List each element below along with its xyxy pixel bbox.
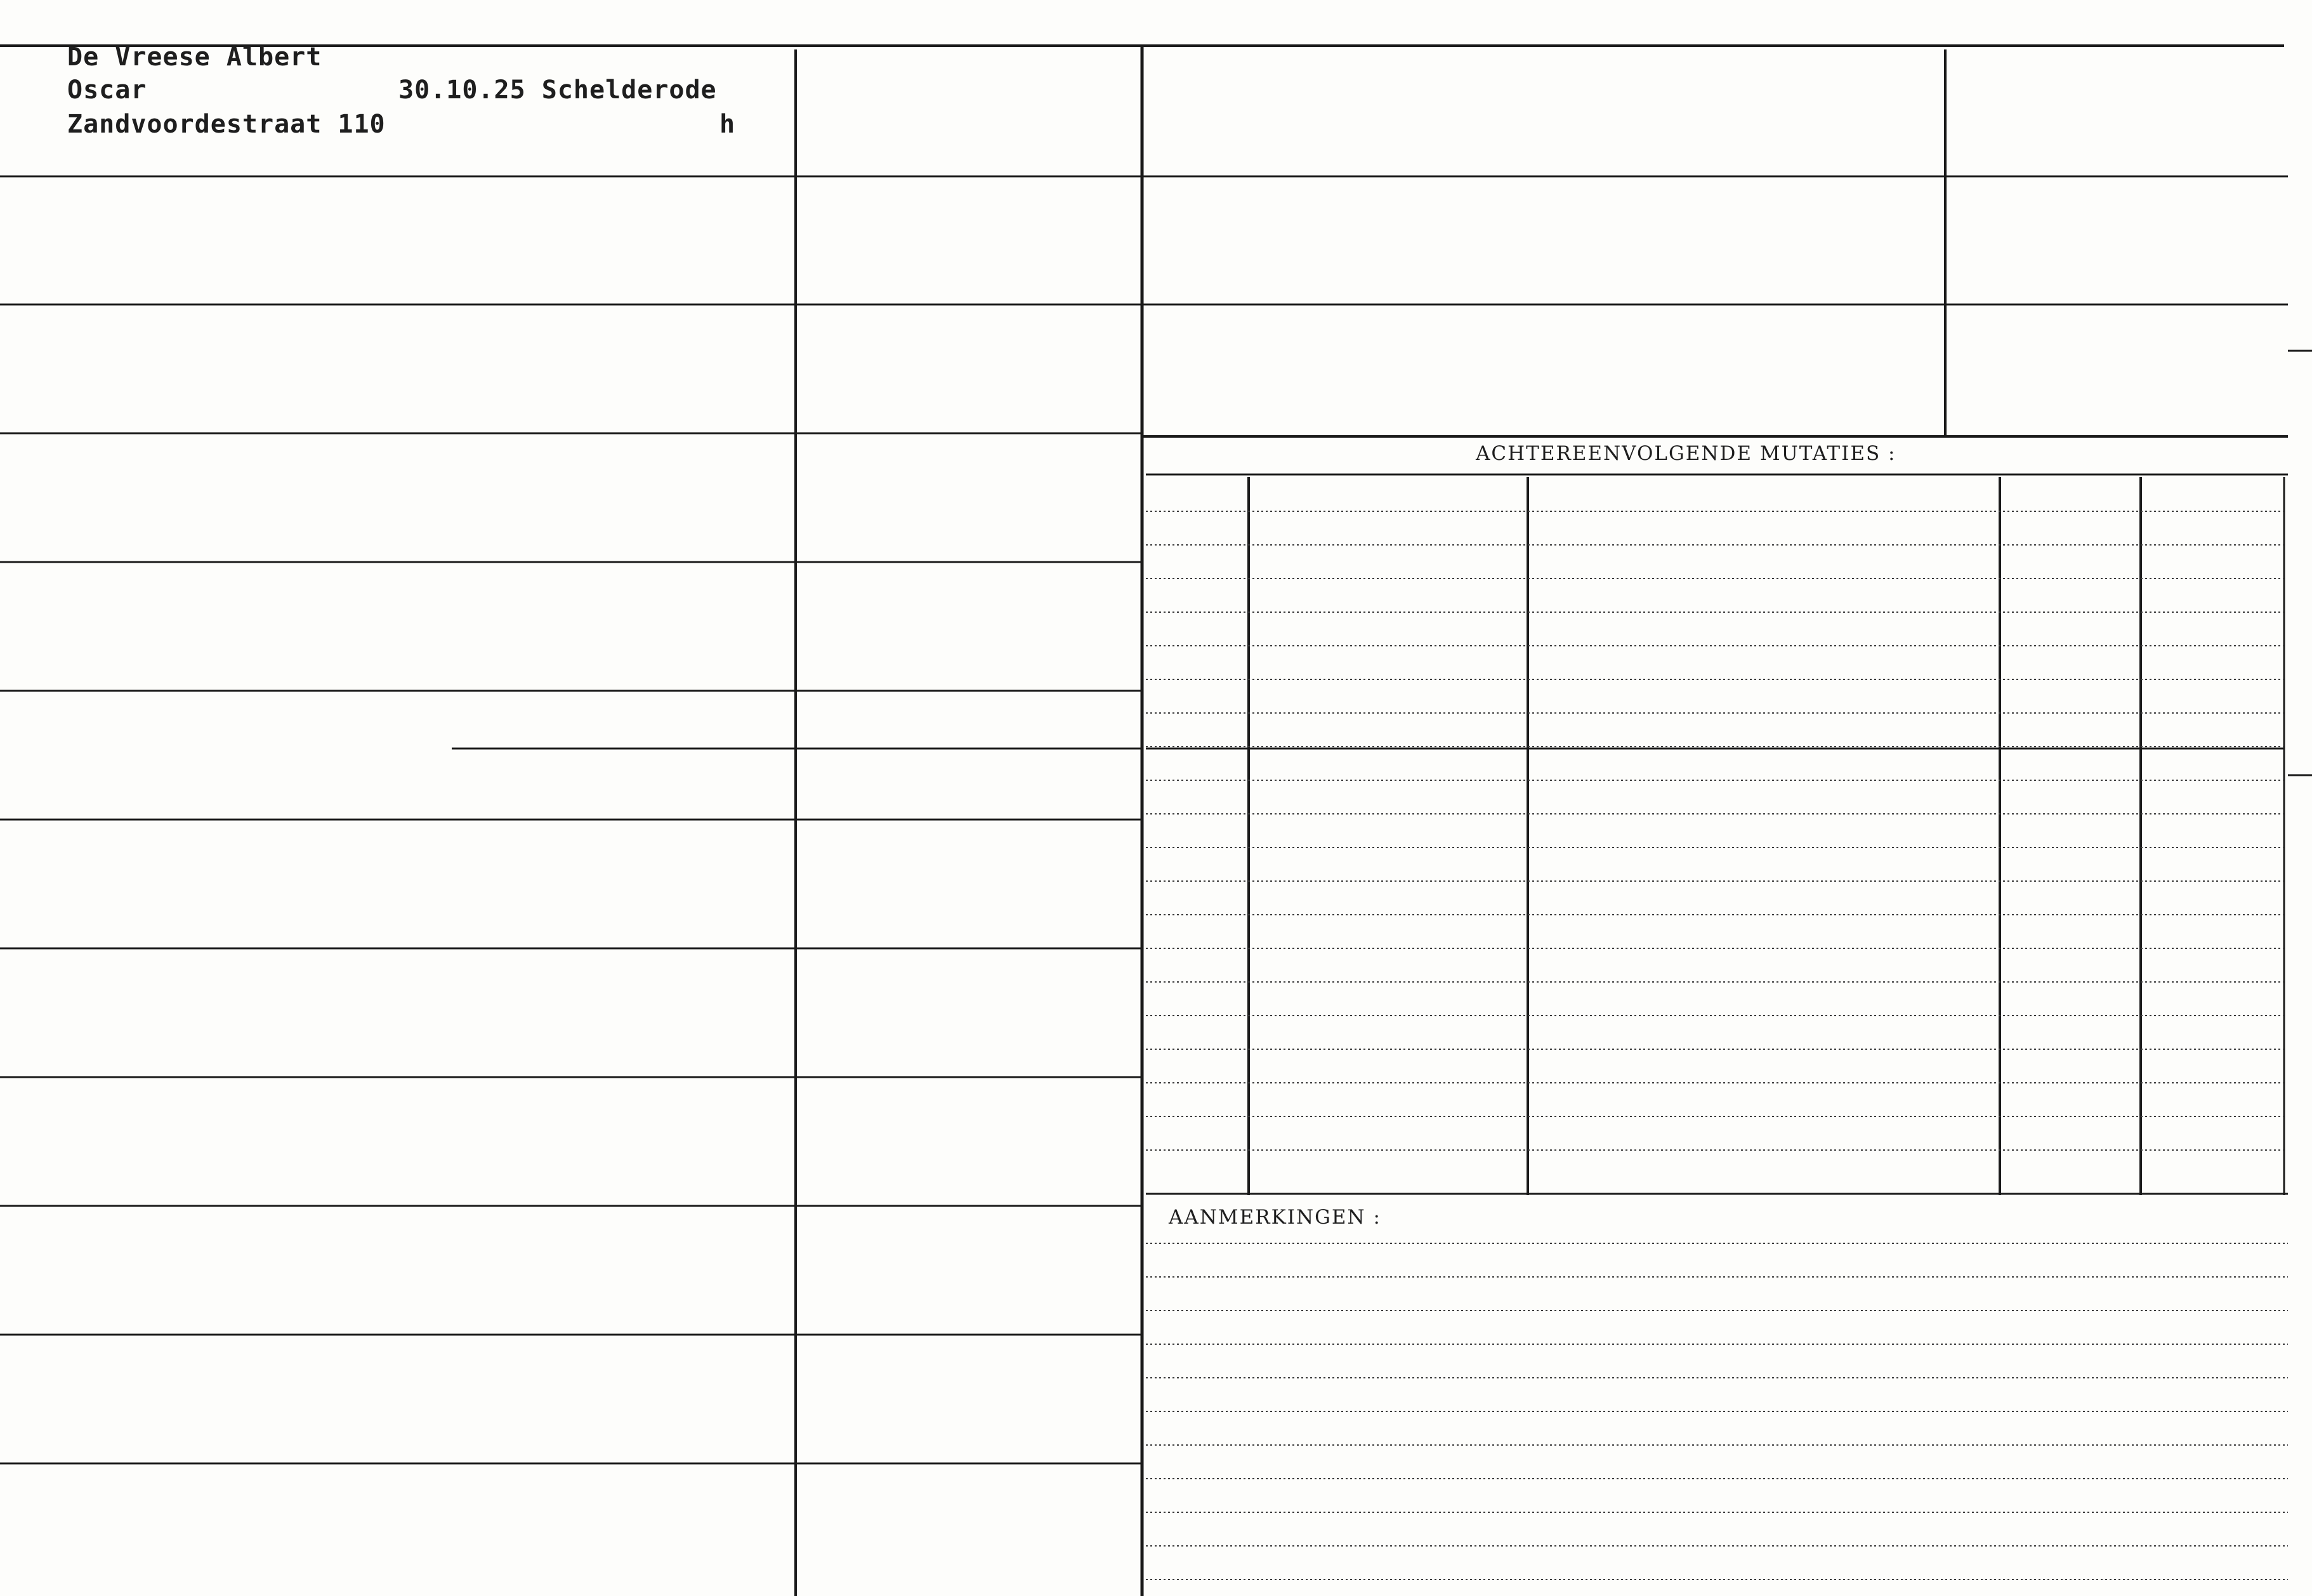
remarks-heading: AANMERKINGEN : xyxy=(1169,1206,1381,1229)
surname-first-name: De Vreese Albert xyxy=(67,43,322,72)
given-name: Oscar xyxy=(67,75,147,105)
handwritten-mark: h xyxy=(719,110,736,139)
mutations-heading: ACHTEREENVOLGENDE MUTATIES : xyxy=(1476,442,1896,465)
birth-date-place: 30.10.25 Schelderode xyxy=(398,75,717,105)
street-address: Zandvoordestraat 110 xyxy=(67,110,386,139)
